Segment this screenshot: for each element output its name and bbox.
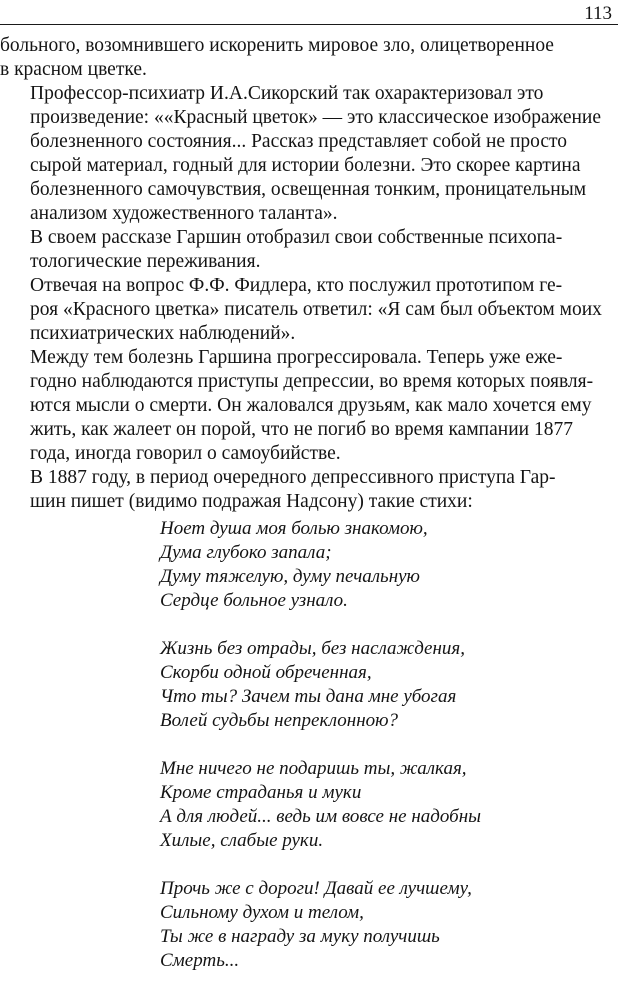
text-line: психиатрических наблюдений». [30, 323, 296, 344]
poem-line: Хилые, слабые руки. [160, 830, 324, 851]
text-line: болезненного состояния... Рассказ представляет собой не просто [30, 131, 568, 152]
poem-line: Волей судьбы непреклонною? [160, 710, 399, 731]
text-line: шин пишет (видимо подражая Надсону) такие стихи: [30, 491, 473, 512]
poem-line: Сердце больное узнало. [160, 590, 348, 611]
text-line: жить, как жалеет он порой, что не погиб во время кампании 1877 [30, 419, 573, 440]
poem-line: Что ты? Зачем ты дана мне убогая [160, 686, 457, 707]
poem [160, 517, 600, 973]
poem-line: Прочь же с дороги! Давай ее лучшему, [160, 878, 472, 899]
text-line: В 1887 году, в период очередного депрессивного приступа Гар- [30, 467, 556, 488]
paragraph-poem-intro [0, 466, 618, 514]
page-number: 113 [584, 3, 612, 24]
text-line: тологические переживания. [30, 251, 261, 272]
text-line: роя «Красного цветка» писатель ответил: «Я сам был объектом моих [30, 299, 602, 320]
poem-stanza [160, 517, 600, 613]
poem-line: А для людей... ведь им вовсе не надобны [160, 806, 481, 827]
text-line: В своем рассказе Гаршин отобразил свои собственные психопа- [30, 227, 563, 248]
paragraph-illness-progress [0, 346, 618, 466]
poem-line: Жизнь без отрады, без наслаждения, [160, 638, 465, 659]
text-line: Профессор-психиатр И.А.Сикорский так охарактеризовал это [30, 83, 544, 104]
text-line: года, иногда говорил о самоубийстве. [30, 443, 341, 464]
poem-line: Кроме страданья и муки [160, 782, 362, 803]
text-line: больного, возомнившего искоренить мировое зло, олицетворенное [0, 35, 554, 56]
poem-line: Дума глубоко запала; [160, 542, 332, 563]
header-rule [0, 24, 618, 25]
poem-line: Сильному духом и телом, [160, 902, 364, 923]
poem-stanza [160, 877, 600, 973]
poem-line: Смерть... [160, 950, 240, 971]
text-line: болезненного самочувствия, освещенная тонким, проницательным [30, 179, 587, 200]
text-line: ются мысли о смерти. Он жаловался друзьям, как мало хочется ему [30, 395, 592, 416]
text-line: анализом художественного таланта». [30, 203, 338, 224]
poem-line: Ты же в награду за муку получишь [160, 926, 440, 947]
text-line: Между тем болезнь Гаршина прогрессировала. Теперь уже еже- [30, 347, 563, 368]
poem-stanza [160, 757, 600, 853]
text-line: произведение: ««Красный цветок» — это классическое изображение [30, 107, 602, 128]
text-line: сырой материал, годный для истории болезни. Это скорее картина [30, 155, 581, 176]
poem-stanza [160, 637, 600, 733]
poem-line: Мне ничего не подаришь ты, жалкая, [160, 758, 467, 779]
text-line: годно наблюдаются приступы депрессии, во время которых появля- [30, 371, 594, 392]
paragraph-fidler-answer [0, 274, 618, 346]
poem-line: Скорби одной обреченная, [160, 662, 372, 683]
body-text [0, 34, 618, 514]
text-line: в красном цветке. [0, 59, 147, 80]
text-line: Отвечая на вопрос Ф.Ф. Фидлера, кто послужил прототипом ге- [30, 275, 563, 296]
paragraph-continuation [0, 34, 618, 82]
poem-line: Ноет душа моя болью знакомою, [160, 518, 428, 539]
paragraph-sikorsky-quote [0, 82, 618, 226]
poem-line: Думу тяжелую, думу печальную [160, 566, 420, 587]
paragraph-garshin-story [0, 226, 618, 274]
